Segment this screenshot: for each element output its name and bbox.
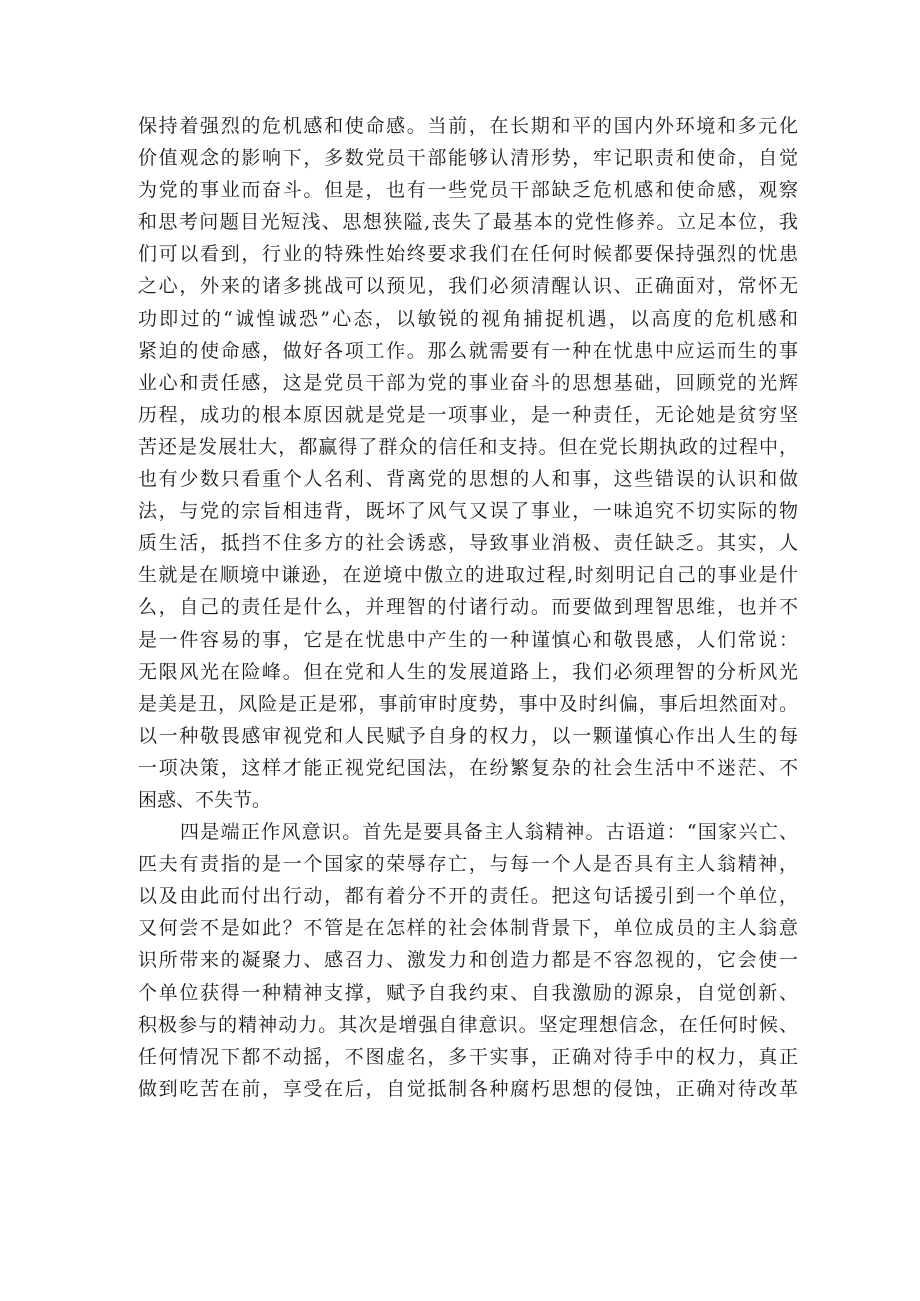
text-line: 困惑、不失节。	[138, 788, 272, 811]
body-text	[138, 110, 798, 1105]
text-line: 是一件容易的事，它是在忧患中产生的一种谨慎心和敬畏感，人们常说：	[138, 628, 798, 651]
text-line: 做到吃苦在前，享受在后，自觉抵制各种腐朽思想的侵蚀，正确对待改革	[138, 1077, 798, 1100]
text-line: 以一种敬畏感审视党和人民赋予自身的权力，以一颗谨慎心作出人生的每	[138, 724, 798, 747]
text-line: 为党的事业而奋斗。但是，也有一些党员干部缺乏危机感和使命感，观察	[138, 179, 798, 202]
text-line: 识所带来的凝聚力、感召力、激发力和创造力都是不容忽视的，它会使一	[138, 949, 798, 972]
text-line: 之心，外来的诸多挑战可以预见，我们必须清醒认识、正确面对，常怀无	[138, 275, 798, 298]
text-line: 业心和责任感，这是党员干部为党的事业奋斗的思想基础，回顾党的光辉	[138, 371, 798, 394]
text-line: 个单位获得一种精神支撑，赋予自我约束、自我激励的源泉，自觉创新、	[138, 981, 798, 1004]
text-line: 是美是丑，风险是正是邪，事前审时度势，事中及时纠偏，事后坦然面对。	[138, 692, 798, 715]
text-line: 么，自己的责任是什么，并理智的付诸行动。而要做到理智思维，也并不	[138, 596, 798, 619]
text-line: 们可以看到，行业的特殊性始终要求我们在任何时候都要保持强烈的忧患	[138, 243, 798, 266]
text-line: 紧迫的使命感，做好各项工作。那么就需要有一种在忧患中应运而生的事	[138, 339, 798, 362]
text-line: 价值观念的影响下，多数党员干部能够认清形势，牢记职责和使命，自觉	[138, 147, 798, 170]
text-line: 又何尝不是如此？不管是在怎样的社会体制背景下，单位成员的主人翁意	[138, 917, 798, 940]
text-line: 无限风光在险峰。但在党和人生的发展道路上，我们必须理智的分析风光	[138, 660, 798, 683]
text-line: 以及由此而付出行动，都有着分不开的责任。把这句话援引到一个单位，	[138, 885, 798, 908]
text-line: 生就是在顺境中谦逊，在逆境中傲立的进取过程,时刻明记自己的事业是什	[138, 564, 798, 587]
text-line: 一项决策，这样才能正视党纪国法，在纷繁复杂的社会生活中不迷茫、不	[138, 756, 798, 779]
text-line: 苦还是发展壮大，都赢得了群众的信任和支持。但在党长期执政的过程中，	[138, 435, 798, 458]
text-line: 保持着强烈的危机感和使命感。当前，在长期和平的国内外环境和多元化	[138, 115, 798, 137]
text-line: 法，与党的宗旨相违背，既坏了风气又误了事业，一味追究不切实际的物	[138, 500, 798, 523]
text-line: 功即过的“诚惶诚恐”心态，以敏锐的视角捕捉机遇，以高度的危机感和	[138, 307, 798, 330]
text-line: 和思考问题目光短浅、思想狭隘,丧失了最基本的党性修养。立足本位，我	[138, 211, 798, 234]
text-line: 历程，成功的根本原因就是党是一项事业，是一种责任，无论她是贫穷坚	[138, 403, 798, 426]
text-line: 匹夫有责指的是一个国家的荣辱存亡，与每一个人是否具有主人翁精神，	[138, 853, 798, 876]
text-line: 积极参与的精神动力。其次是增强自律意识。坚定理想信念，在任何时候、	[138, 1013, 798, 1036]
text-line: 任何情况下都不动摇，不图虚名，多干实事，正确对待手中的权力，真正	[138, 1045, 798, 1068]
text-line: 也有少数只看重个人名利、背离党的思想的人和事，这些错误的认识和做	[138, 468, 798, 491]
paragraph-start-line: 四是端正作风意识。首先是要具备主人翁精神。古语道：“国家兴亡、	[180, 821, 798, 844]
text-line: 质生活，抵挡不住多方的社会诱惑，导致事业消极、责任缺乏。其实，人	[138, 532, 798, 555]
